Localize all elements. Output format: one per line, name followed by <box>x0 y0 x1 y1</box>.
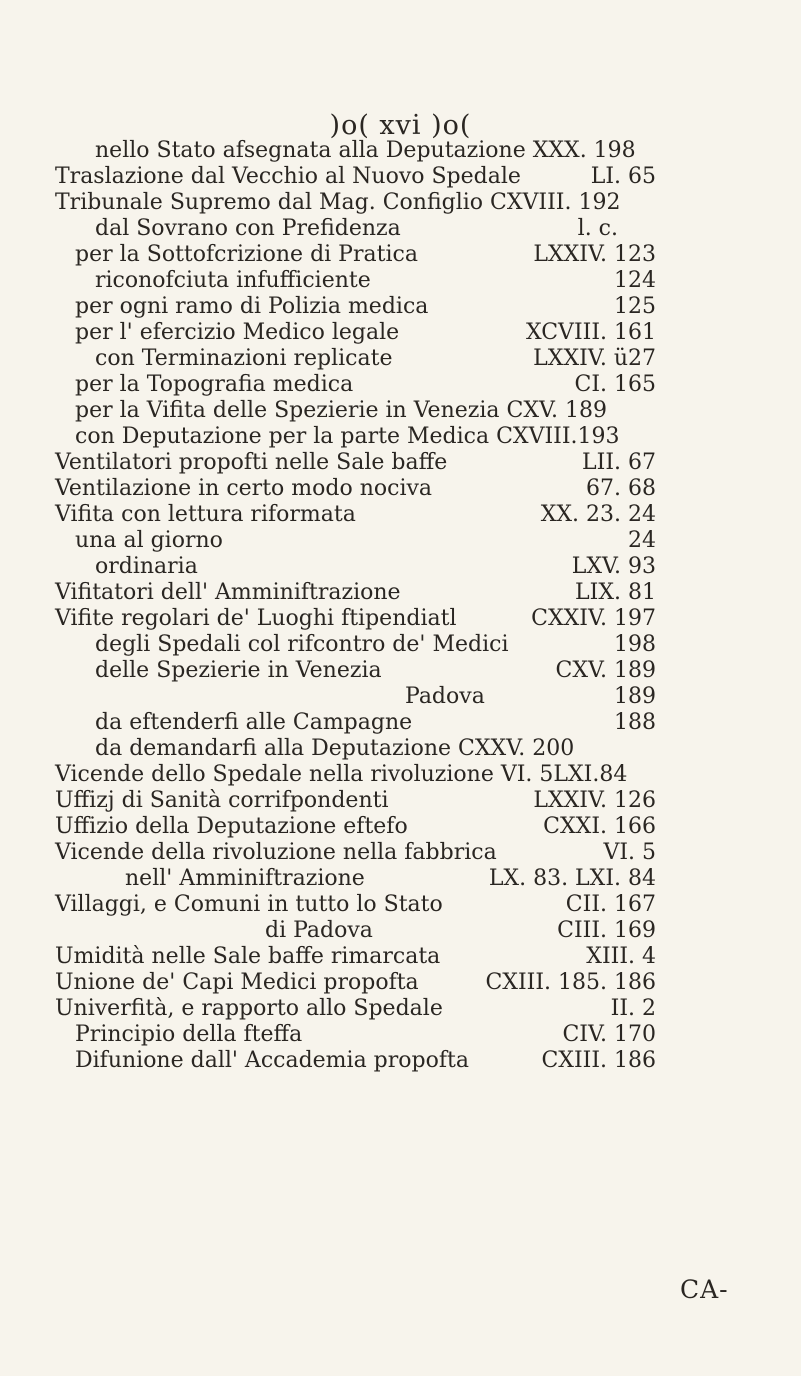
entry-text: Univerfità, e rapporto allo Spedale <box>55 996 443 1021</box>
entry-text: Uffizio della Deputazione eftefo <box>55 814 408 839</box>
index-entry <box>0 606 801 632</box>
entry-reference: LI. 65 <box>590 164 656 189</box>
index-entry <box>0 450 801 476</box>
entry-text: Umidità nelle Sale baffe rimarcata <box>55 944 441 969</box>
entry-reference: 124 <box>614 268 656 293</box>
index-entry <box>0 814 801 840</box>
entry-text: da eftenderfi alle Campagne <box>95 710 413 735</box>
index-entry <box>0 866 801 892</box>
entry-text: Vifitatori dell' Amminiftrazione <box>55 580 401 605</box>
index-entry <box>0 164 801 190</box>
entry-text: Vifita con lettura riformata <box>55 502 356 527</box>
entry-text: Padova <box>405 684 485 709</box>
entry-text: Ventilatori propofti nelle Sale baffe <box>55 450 448 475</box>
index-entry <box>0 892 801 918</box>
index-entry <box>0 424 801 450</box>
index-entry <box>0 736 801 762</box>
index-entry <box>0 190 801 216</box>
entry-text: Difunione dall' Accademia propofta <box>75 1048 469 1073</box>
entry-text: ordinaria <box>95 554 198 579</box>
index-entry <box>0 1048 801 1074</box>
entry-text: degli Spedali col rifcontro de' Medici <box>95 632 509 657</box>
entry-text: Unione de' Capi Medici propofta <box>55 970 419 995</box>
index-entry <box>0 840 801 866</box>
entry-reference: XCVIII. 161 <box>525 320 656 345</box>
entry-reference: VI. 5 <box>603 840 656 865</box>
index-entry <box>0 1022 801 1048</box>
entry-reference: CIII. 169 <box>557 918 656 943</box>
catchword: CA- <box>680 1275 729 1304</box>
entry-text: per l' efercizio Medico legale <box>75 320 400 345</box>
entry-reference: CII. 167 <box>565 892 656 917</box>
entry-text: Vicende della rivoluzione nella fabbrica <box>55 840 497 865</box>
index-entry <box>0 918 801 944</box>
index-entry <box>0 216 801 242</box>
index-entry <box>0 788 801 814</box>
index-entry <box>0 476 801 502</box>
entry-text: di Padova <box>265 918 373 943</box>
entry-reference: CXXIV. 197 <box>531 606 656 631</box>
entry-reference: l. c. <box>577 216 618 241</box>
entry-reference: LXV. 93 <box>571 554 656 579</box>
entry-text: per la Vifita delle Spezierie in Venezia CXV. 189 <box>75 398 608 423</box>
entry-text: Tribunale Supremo dal Mag. Configlio CXVIII. 192 <box>55 190 621 215</box>
entry-reference: XX. 23. 24 <box>540 502 656 527</box>
entry-text: Traslazione dal Vecchio al Nuovo Spedale <box>55 164 521 189</box>
index-entry <box>0 346 801 372</box>
entry-text: Vicende dello Spedale nella rivoluzione VI. 5LXI.84 <box>55 762 628 787</box>
index-entry <box>0 242 801 268</box>
index-entry <box>0 268 801 294</box>
index-entry <box>0 554 801 580</box>
entry-reference: CI. 165 <box>574 372 656 397</box>
entry-reference: LXXIV. 123 <box>533 242 656 267</box>
entry-reference: II. 2 <box>610 996 656 1021</box>
index-entry <box>0 502 801 528</box>
entry-text: Villaggi, e Comuni in tutto lo Stato <box>55 892 443 917</box>
entry-text: una al giorno <box>75 528 223 553</box>
entry-reference: 198 <box>614 632 656 657</box>
index-entry <box>0 632 801 658</box>
index-entry <box>0 710 801 736</box>
entry-reference: LIX. 81 <box>575 580 656 605</box>
entry-text: per ogni ramo di Polizia medica <box>75 294 429 319</box>
entry-reference: 67. 68 <box>586 476 656 501</box>
entry-reference: XIII. 4 <box>586 944 656 969</box>
entry-text: con Deputazione per la parte Medica CXVIII.193 <box>75 424 620 449</box>
page-header: )o( xvi )o( <box>329 110 472 141</box>
entry-text: nell' Amminiftrazione <box>125 866 365 891</box>
entry-reference: CXIII. 185. 186 <box>485 970 656 995</box>
index-entries <box>0 138 801 1074</box>
entry-text: per la Sottofcrizione di Pratica <box>75 242 418 267</box>
index-entry <box>0 372 801 398</box>
index-entry <box>0 138 801 164</box>
entry-text: Uffizj di Sanità corrifpondenti <box>55 788 389 813</box>
index-entry <box>0 762 801 788</box>
index-entry <box>0 320 801 346</box>
entry-reference: CXXI. 166 <box>543 814 656 839</box>
entry-reference: 24 <box>628 528 656 553</box>
entry-text: Principio della fteffa <box>75 1022 303 1047</box>
index-entry <box>0 684 801 710</box>
entry-text: Vifite regolari de' Luoghi ftipendiatl <box>55 606 457 631</box>
entry-reference: CIV. 170 <box>562 1022 656 1047</box>
entry-reference: LX. 83. LXI. 84 <box>488 866 656 891</box>
entry-text: da demandarfi alla Deputazione CXXV. 200 <box>95 736 575 761</box>
entry-text: delle Spezierie in Venezia <box>95 658 382 683</box>
entry-text: dal Sovrano con Prefidenza <box>95 216 401 241</box>
entry-reference: 188 <box>614 710 656 735</box>
entry-text: con Terminazioni replicate <box>95 346 393 371</box>
index-entry <box>0 528 801 554</box>
index-entry <box>0 658 801 684</box>
entry-reference: 125 <box>614 294 656 319</box>
entry-text: nello Stato afsegnata alla Deputazione XXX. 198 <box>95 138 636 163</box>
index-entry <box>0 970 801 996</box>
index-entry <box>0 398 801 424</box>
entry-reference: LII. 67 <box>582 450 656 475</box>
index-entry <box>0 294 801 320</box>
entry-text: riconofciuta infufficiente <box>95 268 371 293</box>
index-entry <box>0 580 801 606</box>
entry-reference: CXIII. 186 <box>541 1048 656 1073</box>
entry-reference: LXXIV. ü27 <box>533 346 656 371</box>
entry-text: Ventilazione in certo modo nociva <box>55 476 433 501</box>
entry-reference: CXV. 189 <box>555 658 656 683</box>
index-entry <box>0 996 801 1022</box>
entry-reference: 189 <box>614 684 656 709</box>
entry-reference: LXXIV. 126 <box>533 788 656 813</box>
entry-text: per la Topografia medica <box>75 372 354 397</box>
index-entry <box>0 944 801 970</box>
